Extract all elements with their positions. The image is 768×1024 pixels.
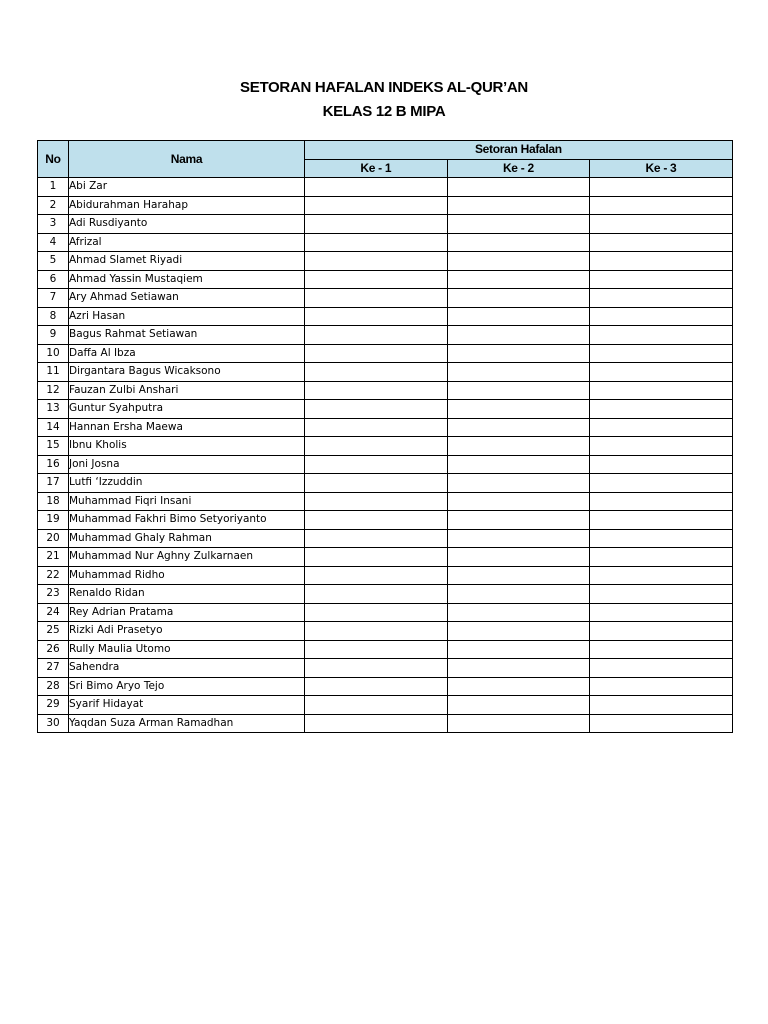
student-name: Ary Ahmad Setiawan xyxy=(69,289,305,308)
setoran-ke-1-cell xyxy=(305,677,448,696)
row-number: 27 xyxy=(38,659,69,678)
table-row xyxy=(38,326,733,345)
setoran-ke-1-cell xyxy=(305,215,448,234)
setoran-ke-3-cell xyxy=(590,511,733,530)
setoran-ke-2-cell xyxy=(447,270,590,289)
setoran-ke-2-cell xyxy=(447,492,590,511)
setoran-ke-2-cell xyxy=(447,474,590,493)
setoran-ke-1-cell xyxy=(305,455,448,474)
setoran-ke-3-cell xyxy=(590,437,733,456)
setoran-ke-3-cell xyxy=(590,344,733,363)
row-number: 16 xyxy=(38,455,69,474)
setoran-ke-3-cell xyxy=(590,548,733,567)
student-name: Muhammad Ridho xyxy=(69,566,305,585)
student-name: Ahmad Slamet Riyadi xyxy=(69,252,305,271)
setoran-ke-3-cell xyxy=(590,714,733,733)
student-name: Daffa Al Ibza xyxy=(69,344,305,363)
setoran-ke-2-cell xyxy=(447,677,590,696)
setoran-ke-2-cell xyxy=(447,307,590,326)
header-setoran-hafalan: Setoran Hafalan xyxy=(305,141,733,160)
row-number: 9 xyxy=(38,326,69,345)
student-name: Muhammad Ghaly Rahman xyxy=(69,529,305,548)
setoran-ke-1-cell xyxy=(305,326,448,345)
student-name: Muhammad Fiqri Insani xyxy=(69,492,305,511)
row-number: 21 xyxy=(38,548,69,567)
table-row xyxy=(38,696,733,715)
row-number: 15 xyxy=(38,437,69,456)
student-name: Renaldo Ridan xyxy=(69,585,305,604)
table-row xyxy=(38,289,733,308)
setoran-ke-3-cell xyxy=(590,585,733,604)
setoran-ke-1-cell xyxy=(305,566,448,585)
student-name: Syarif Hidayat xyxy=(69,696,305,715)
row-number: 20 xyxy=(38,529,69,548)
setoran-ke-2-cell xyxy=(447,196,590,215)
student-name: Joni Josna xyxy=(69,455,305,474)
setoran-ke-2-cell xyxy=(447,381,590,400)
setoran-ke-3-cell xyxy=(590,326,733,345)
row-number: 17 xyxy=(38,474,69,493)
setoran-ke-3-cell xyxy=(590,307,733,326)
header-no: No xyxy=(38,141,69,178)
setoran-ke-2-cell xyxy=(447,233,590,252)
setoran-ke-3-cell xyxy=(590,474,733,493)
table-row xyxy=(38,400,733,419)
setoran-ke-3-cell xyxy=(590,622,733,641)
setoran-ke-2-cell xyxy=(447,455,590,474)
setoran-ke-1-cell xyxy=(305,529,448,548)
setoran-ke-1-cell xyxy=(305,714,448,733)
row-number: 10 xyxy=(38,344,69,363)
row-number: 29 xyxy=(38,696,69,715)
student-name: Guntur Syahputra xyxy=(69,400,305,419)
student-name: Sri Bimo Aryo Tejo xyxy=(69,677,305,696)
table-row xyxy=(38,659,733,678)
setoran-ke-1-cell xyxy=(305,474,448,493)
setoran-ke-2-cell xyxy=(447,344,590,363)
table-row xyxy=(38,474,733,493)
row-number: 7 xyxy=(38,289,69,308)
setoran-ke-2-cell xyxy=(447,714,590,733)
row-number: 6 xyxy=(38,270,69,289)
table-row xyxy=(38,622,733,641)
student-name: Abidurahman Harahap xyxy=(69,196,305,215)
setoran-ke-3-cell xyxy=(590,677,733,696)
setoran-ke-1-cell xyxy=(305,363,448,382)
row-number: 12 xyxy=(38,381,69,400)
setoran-ke-2-cell xyxy=(447,529,590,548)
memorization-table xyxy=(37,140,733,733)
row-number: 1 xyxy=(38,178,69,197)
setoran-ke-2-cell xyxy=(447,289,590,308)
student-name: Muhammad Fakhri Bimo Setyoriyanto xyxy=(69,511,305,530)
setoran-ke-3-cell xyxy=(590,252,733,271)
setoran-ke-1-cell xyxy=(305,344,448,363)
document-subtitle: KELAS 12 B MIPA xyxy=(322,103,446,120)
student-name: Rizki Adi Prasetyo xyxy=(69,622,305,641)
header-ke-1: Ke - 1 xyxy=(305,159,448,178)
student-name: Dirgantara Bagus Wicaksono xyxy=(69,363,305,382)
setoran-ke-3-cell xyxy=(590,289,733,308)
header-ke-3: Ke - 3 xyxy=(590,159,733,178)
setoran-ke-3-cell xyxy=(590,455,733,474)
setoran-ke-2-cell xyxy=(447,363,590,382)
row-number: 18 xyxy=(38,492,69,511)
row-number: 13 xyxy=(38,400,69,419)
setoran-ke-2-cell xyxy=(447,603,590,622)
setoran-ke-1-cell xyxy=(305,196,448,215)
row-number: 28 xyxy=(38,677,69,696)
table-row xyxy=(38,566,733,585)
setoran-ke-1-cell xyxy=(305,696,448,715)
setoran-ke-1-cell xyxy=(305,178,448,197)
student-name: Fauzan Zulbi Anshari xyxy=(69,381,305,400)
setoran-ke-3-cell xyxy=(590,659,733,678)
student-name: Afrizal xyxy=(69,233,305,252)
setoran-ke-1-cell xyxy=(305,307,448,326)
row-number: 4 xyxy=(38,233,69,252)
table-row xyxy=(38,714,733,733)
header-ke-2: Ke - 2 xyxy=(447,159,590,178)
setoran-ke-3-cell xyxy=(590,233,733,252)
setoran-ke-2-cell xyxy=(447,696,590,715)
setoran-ke-2-cell xyxy=(447,511,590,530)
setoran-ke-3-cell xyxy=(590,603,733,622)
setoran-ke-1-cell xyxy=(305,659,448,678)
setoran-ke-3-cell xyxy=(590,640,733,659)
row-number: 11 xyxy=(38,363,69,382)
table-row xyxy=(38,585,733,604)
table-row xyxy=(38,363,733,382)
table-row xyxy=(38,603,733,622)
table-row xyxy=(38,215,733,234)
row-number: 2 xyxy=(38,196,69,215)
setoran-ke-3-cell xyxy=(590,215,733,234)
student-name: Azri Hasan xyxy=(69,307,305,326)
setoran-ke-2-cell xyxy=(447,178,590,197)
setoran-ke-2-cell xyxy=(447,659,590,678)
setoran-ke-1-cell xyxy=(305,270,448,289)
row-number: 14 xyxy=(38,418,69,437)
setoran-ke-2-cell xyxy=(447,326,590,345)
table-row xyxy=(38,418,733,437)
setoran-ke-3-cell xyxy=(590,196,733,215)
setoran-ke-2-cell xyxy=(447,418,590,437)
setoran-ke-1-cell xyxy=(305,437,448,456)
student-name: Ahmad Yassin Mustaqiem xyxy=(69,270,305,289)
row-number: 24 xyxy=(38,603,69,622)
row-number: 3 xyxy=(38,215,69,234)
table-row xyxy=(38,252,733,271)
row-number: 23 xyxy=(38,585,69,604)
student-name: Yaqdan Suza Arman Ramadhan xyxy=(69,714,305,733)
setoran-ke-2-cell xyxy=(447,252,590,271)
setoran-ke-3-cell xyxy=(590,696,733,715)
table-row xyxy=(38,677,733,696)
setoran-ke-1-cell xyxy=(305,640,448,659)
table-row xyxy=(38,270,733,289)
setoran-ke-2-cell xyxy=(447,566,590,585)
setoran-ke-1-cell xyxy=(305,585,448,604)
table-row xyxy=(38,529,733,548)
setoran-ke-2-cell xyxy=(447,640,590,659)
setoran-ke-3-cell xyxy=(590,270,733,289)
student-name: Lutfi ‘Izzuddin xyxy=(69,474,305,493)
table-row xyxy=(38,381,733,400)
table-row xyxy=(38,233,733,252)
table-body xyxy=(38,178,733,733)
setoran-ke-3-cell xyxy=(590,400,733,419)
row-number: 22 xyxy=(38,566,69,585)
setoran-ke-3-cell xyxy=(590,363,733,382)
setoran-ke-1-cell xyxy=(305,418,448,437)
table-row xyxy=(38,437,733,456)
table-row xyxy=(38,178,733,197)
table-row xyxy=(38,455,733,474)
row-number: 26 xyxy=(38,640,69,659)
setoran-ke-1-cell xyxy=(305,252,448,271)
setoran-ke-2-cell xyxy=(447,215,590,234)
student-name: Hannan Ersha Maewa xyxy=(69,418,305,437)
setoran-ke-2-cell xyxy=(447,437,590,456)
row-number: 30 xyxy=(38,714,69,733)
row-number: 19 xyxy=(38,511,69,530)
setoran-ke-3-cell xyxy=(590,178,733,197)
student-name: Sahendra xyxy=(69,659,305,678)
setoran-ke-1-cell xyxy=(305,289,448,308)
student-name: Adi Rusdiyanto xyxy=(69,215,305,234)
setoran-ke-2-cell xyxy=(447,622,590,641)
setoran-ke-1-cell xyxy=(305,400,448,419)
student-name: Rully Maulia Utomo xyxy=(69,640,305,659)
setoran-ke-1-cell xyxy=(305,603,448,622)
setoran-ke-2-cell xyxy=(447,585,590,604)
student-name: Abi Zar xyxy=(69,178,305,197)
table-row xyxy=(38,492,733,511)
setoran-ke-3-cell xyxy=(590,492,733,511)
header-name: Nama xyxy=(69,141,305,178)
table-row xyxy=(38,548,733,567)
setoran-ke-1-cell xyxy=(305,381,448,400)
table-row xyxy=(38,511,733,530)
student-name: Muhammad Nur Aghny Zulkarnaen xyxy=(69,548,305,567)
student-name: Ibnu Kholis xyxy=(69,437,305,456)
setoran-ke-1-cell xyxy=(305,233,448,252)
student-name: Rey Adrian Pratama xyxy=(69,603,305,622)
setoran-ke-1-cell xyxy=(305,622,448,641)
table-row xyxy=(38,640,733,659)
setoran-ke-3-cell xyxy=(590,418,733,437)
row-number: 8 xyxy=(38,307,69,326)
document-title: SETORAN HAFALAN INDEKS AL-QUR’AN xyxy=(240,79,528,96)
setoran-ke-3-cell xyxy=(590,381,733,400)
setoran-ke-3-cell xyxy=(590,529,733,548)
table-row xyxy=(38,196,733,215)
setoran-ke-1-cell xyxy=(305,511,448,530)
setoran-ke-1-cell xyxy=(305,548,448,567)
table-row xyxy=(38,344,733,363)
setoran-ke-1-cell xyxy=(305,492,448,511)
setoran-ke-2-cell xyxy=(447,400,590,419)
table-row xyxy=(38,307,733,326)
setoran-ke-3-cell xyxy=(590,566,733,585)
student-name: Bagus Rahmat Setiawan xyxy=(69,326,305,345)
row-number: 25 xyxy=(38,622,69,641)
row-number: 5 xyxy=(38,252,69,271)
setoran-ke-2-cell xyxy=(447,548,590,567)
